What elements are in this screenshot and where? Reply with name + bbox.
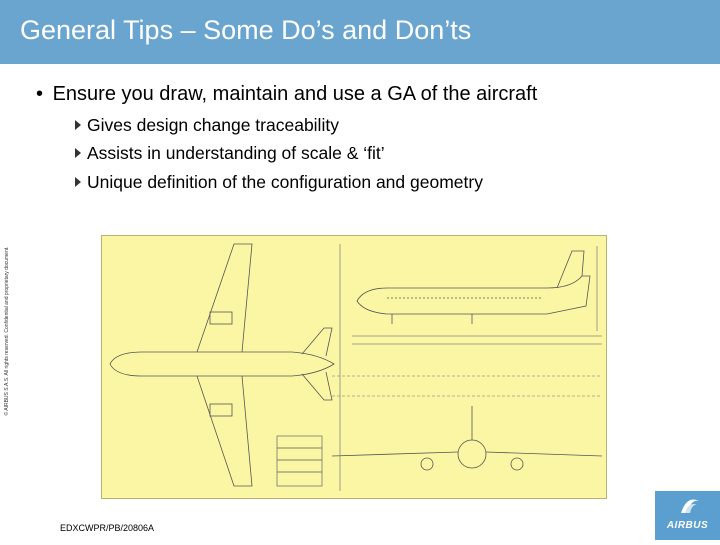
sub-bullet-text: Unique definition of the configuration and geometry (87, 172, 483, 192)
main-bullet (36, 83, 537, 106)
title-bar (0, 0, 720, 64)
document-code: EDXCWPR/PB/20806A (60, 523, 155, 533)
airbus-logo-icon (655, 491, 720, 540)
bullet-dot: • (36, 83, 44, 105)
logo-wordmark: AIRBUS (666, 520, 709, 531)
ga-drawing-image (102, 236, 606, 498)
triangle-bullet-icon (75, 177, 81, 187)
sub-bullet-3 (75, 172, 483, 193)
side-copyright: © AIRBUS S.A.S. All rights reserved. Confidential and proprietary document. (4, 246, 10, 416)
slide-title: General Tips – Some Do’s and Don’ts (20, 15, 472, 45)
main-bullet-text: Ensure you draw, maintain and use a GA of the aircraft (52, 83, 538, 105)
triangle-bullet-icon (75, 120, 81, 130)
aircraft-ga-drawing (101, 235, 607, 499)
sub-bullet-text: Gives design change traceability (87, 115, 339, 135)
airbus-logo (655, 491, 720, 540)
sub-bullet-1 (75, 115, 339, 136)
triangle-bullet-icon (75, 148, 81, 158)
sub-bullet-2 (75, 143, 385, 164)
sub-bullet-text: Assists in understanding of scale & ‘fit’ (87, 143, 385, 163)
